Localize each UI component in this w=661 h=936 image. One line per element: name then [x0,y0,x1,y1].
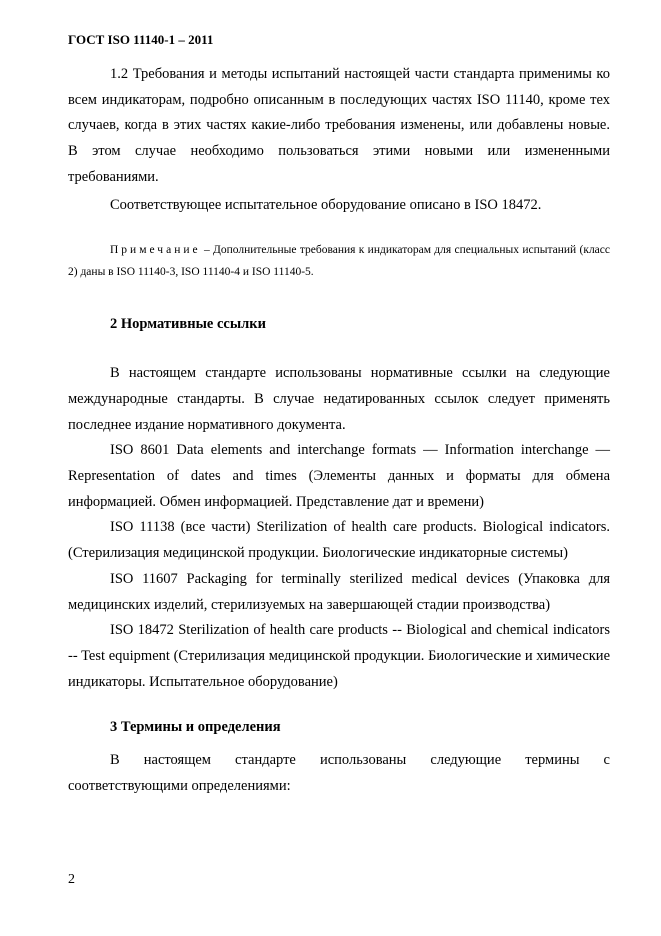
paragraph-terms-intro: В настоящем стандарте использованы следующие термины с соответствующими определениями: [68,752,610,795]
note-label: Примечание [110,244,201,257]
section-3-heading: 3 Термины и определения [110,719,281,736]
reference-iso-8601: ISO 8601 Data elements and interchange formats — Information interchange — Representation of dates and times (Элементы данных и форматы для обмена информацией. Обмен информацией. Представление дат и времени) [68,442,610,510]
section-2-heading: 2 Нормативные ссылки [110,316,266,333]
paragraph-refs-intro: В настоящем стандарте использованы нормативные ссылки на следующие международные стандарты. В случае недатированных ссылок следует применять последнее издание нормативного документа. [68,365,610,433]
reference-iso-11138: ISO 11138 (все части) Sterilization of health care products. Biological indicators. (Стерилизация медицинской продукции. Биологические индикаторные системы) [68,519,610,562]
paragraph-equipment: Соответствующее испытательное оборудование описано в ISO 18472. [110,196,542,213]
reference-iso-11607: ISO 11607 Packaging for terminally sterilized medical devices (Упаковка для медицинских изделий, стерилизуемых на завершающей стадии производства) [68,570,610,613]
paragraph-1-2: 1.2 Требования и методы испытаний настоящей части стандарта применимы ко всем индикаторам, подробно описанным в последующих частях ISO 11140, кроме тех случаев, когда в этих частях какие-либо требования изменены, или добавлены новые. В этом случае необходимо пользоваться этими новыми или измененными требованиями. [68,66,610,185]
note-text: – Дополнительные требования к индикаторам для специальных испытаний (класс 2) даны в ISO 11140-3, ISO 11140-4 и ISO 11140-5. [68,244,610,279]
document-page [68,30,610,800]
note-paragraph [68,239,610,283]
reference-iso-18472: ISO 18472 Sterilization of health care products -- Biological and chemical indicators -- Test equipment (Стерилизация медицинской продукции. Биологические и химические индикаторы. Испытательное оборудование) [68,622,610,690]
page-number: 2 [68,872,75,887]
document-header: ГОСТ ISO 11140-1 – 2011 [68,32,214,47]
